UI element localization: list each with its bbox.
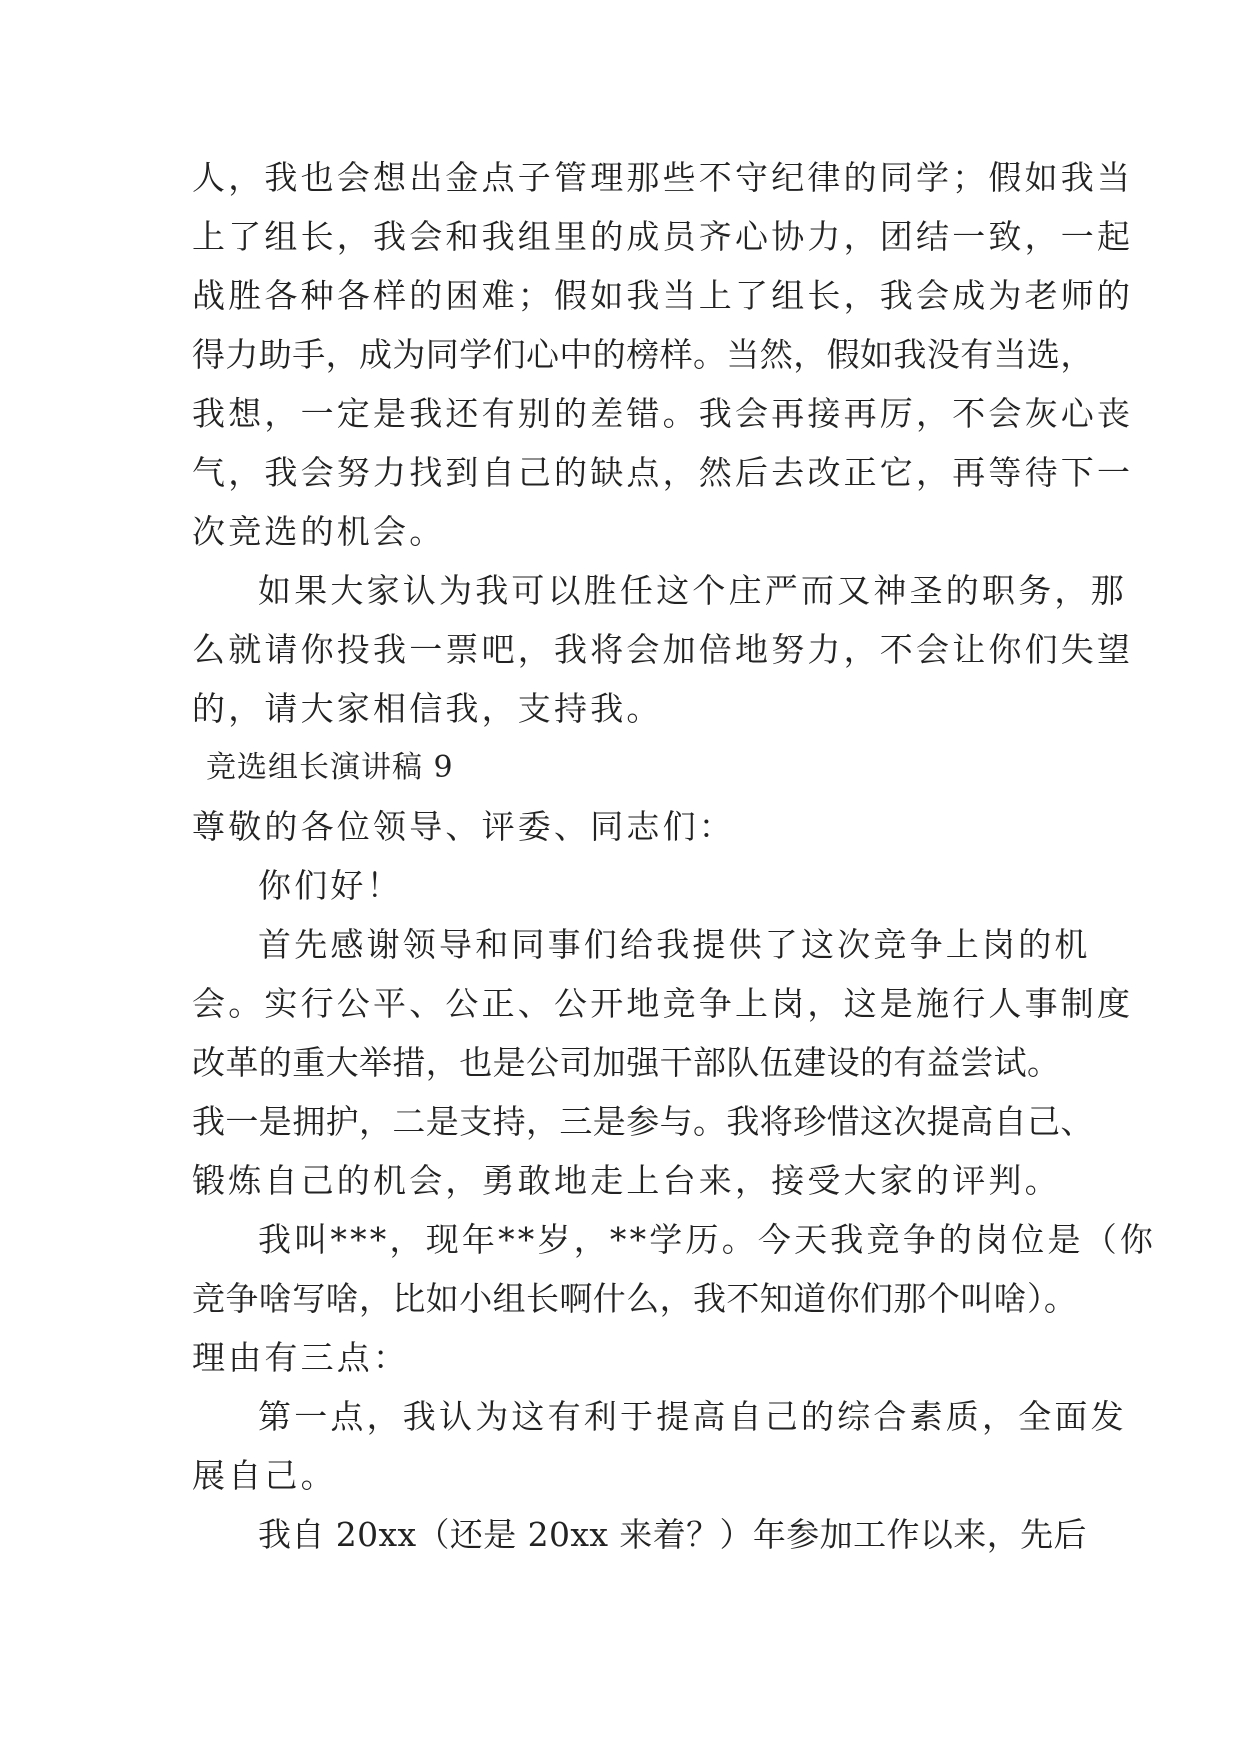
text-line: 我叫***，现年**岁，**学历。今天我竞争的岗位是（你 <box>258 1220 1157 1259</box>
text-line: 尊敬的各位领导、评委、同志们： <box>192 807 735 846</box>
text-line: 我自 20xx（还是 20xx 来着？）年参加工作以来，先后 <box>258 1515 1087 1554</box>
section-heading: 竞选组长演讲稿 9 <box>206 750 454 785</box>
text-line: 人，我也会想出金点子管理那些不守纪律的同学；假如我当 <box>192 158 1134 197</box>
text-line: 第一点，我认为这有利于提高自己的综合素质，全面发 <box>258 1397 1127 1436</box>
text-line: 会。实行公平、公正、公开地竞争上岗，这是施行人事制度 <box>192 984 1134 1023</box>
text-line: 理由有三点： <box>192 1338 410 1377</box>
text-line: 得力助手，成为同学们心中的榜样。当然，假如我没有当选， <box>192 335 1094 374</box>
text-line: 你们好！ <box>258 866 403 905</box>
text-line: 我一是拥护，二是支持，三是参与。我将珍惜这次提高自己、 <box>192 1102 1094 1141</box>
text-line: 我想，一定是我还有别的差错。我会再接再厉，不会灰心丧 <box>192 394 1134 433</box>
text-line: 改革的重大举措，也是公司加强干部队伍建设的有益尝试。 <box>192 1043 1061 1082</box>
text-line: 首先感谢领导和同事们给我提供了这次竞争上岗的机 <box>258 925 1091 964</box>
text-line: 展自己。 <box>192 1456 337 1495</box>
text-line: 如果大家认为我可以胜任这个庄严而又神圣的职务，那 <box>258 571 1127 610</box>
text-line: 锻炼自己的机会，勇敢地走上台来，接受大家的评判。 <box>192 1161 1061 1200</box>
text-line: 上了组长，我会和我组里的成员齐心协力，团结一致，一起 <box>192 217 1134 256</box>
text-line: 战胜各种各样的困难；假如我当上了组长，我会成为老师的 <box>192 276 1134 315</box>
text-line: 竞争啥写啥，比如小组长啊什么，我不知道你们那个叫啥）。 <box>192 1279 1078 1318</box>
text-line: 么就请你投我一票吧，我将会加倍地努力，不会让你们失望 <box>192 630 1134 669</box>
text-line: 次竞选的机会。 <box>192 512 446 551</box>
text-line: 的，请大家相信我，支持我。 <box>192 689 663 728</box>
text-line: 气，我会努力找到自己的缺点，然后去改正它，再等待下一 <box>192 453 1134 492</box>
